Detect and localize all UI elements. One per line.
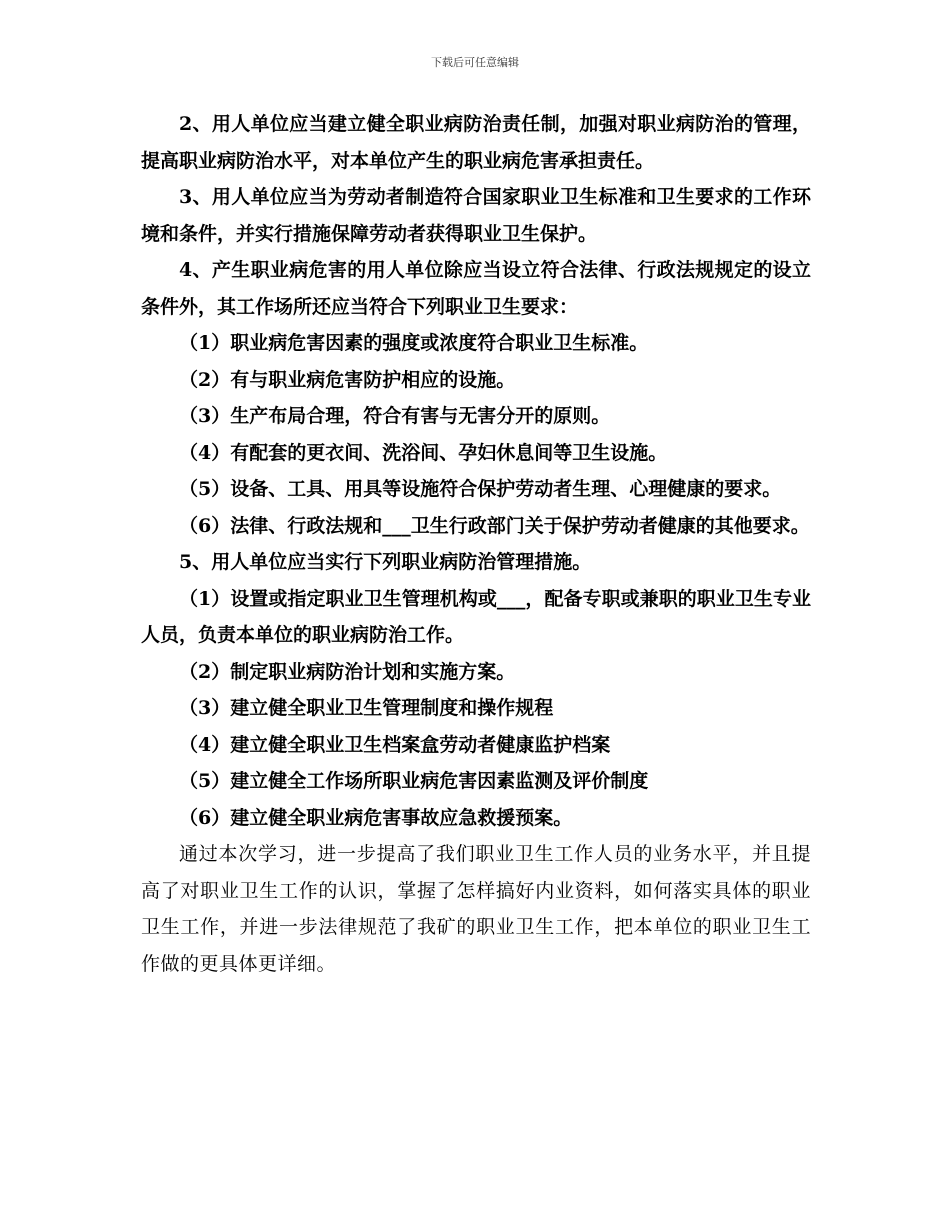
- sub-item-5-1: （1）设置或指定职业卫生管理机构或___，配备专职或兼职的职业卫生专业人员，负责本单位的职业病防治工作。: [141, 587, 811, 646]
- sub-item-5-4: （4）建立健全职业卫生档案盒劳动者健康监护档案: [179, 733, 611, 756]
- sub-item-4-1: （1）职业病危害因素的强度或浓度符合职业卫生标准。: [179, 332, 649, 354]
- sub-item-5-5: （5）建立健全工作场所职业病危害因素监测及评价制度: [179, 770, 649, 792]
- sub-item-5-6: （6）建立健全职业病危害事故应急救援预案。: [179, 806, 573, 829]
- sub-item-4-6: （6）法律、行政法规和___卫生行政部门关于保护劳动者健康的其他要求。: [179, 514, 810, 537]
- sub-item-5-2: （2）制定职业病防治计划和实施方案。: [179, 660, 516, 683]
- conclusion-paragraph: 通过本次学习，进一步提高了我们职业卫生工作人员的业务水平，并且提高了对职业卫生工作的认识，掌握了怎样搞好内业资料，如何落实具体的职业卫生工作，并进一步法律规范了我矿的职业卫生工作，把本单位的职业卫生工作做的更具体更详细。: [141, 843, 811, 975]
- document-body: [141, 106, 811, 982]
- sub-item-4-3: （3）生产布局合理，符合有害与无害分开的原则。: [179, 405, 611, 427]
- paragraph-item-3: 3、用人单位应当为劳动者制造符合国家职业卫生标准和卫生要求的工作环境和条件，并实行措施保障劳动者获得职业卫生保护。: [141, 186, 811, 245]
- page-header-note: 下载后可任意编辑: [431, 56, 519, 69]
- paragraph-item-4: 4、产生职业病危害的用人单位除应当设立符合法律、行政法规规定的设立条件外，其工作场所还应当符合下列职业卫生要求：: [141, 259, 811, 318]
- sub-item-4-5: （5）设备、工具、用具等设施符合保护劳动者生理、心理健康的要求。: [179, 478, 782, 500]
- sub-item-5-3: （3）建立健全职业卫生管理制度和操作规程: [179, 697, 554, 719]
- paragraph-item-5: 5、用人单位应当实行下列职业病防治管理措施。: [179, 551, 592, 573]
- paragraph-item-2: 2、用人单位应当建立健全职业病防治责任制，加强对职业病防治的管理，提高职业病防治水平，对本单位产生的职业病危害承担责任。: [141, 113, 811, 172]
- sub-item-4-4: （4）有配套的更衣间、洗浴间、孕妇休息间等卫生设施。: [179, 441, 668, 464]
- sub-item-4-2: （2）有与职业病危害防护相应的设施。: [179, 368, 516, 391]
